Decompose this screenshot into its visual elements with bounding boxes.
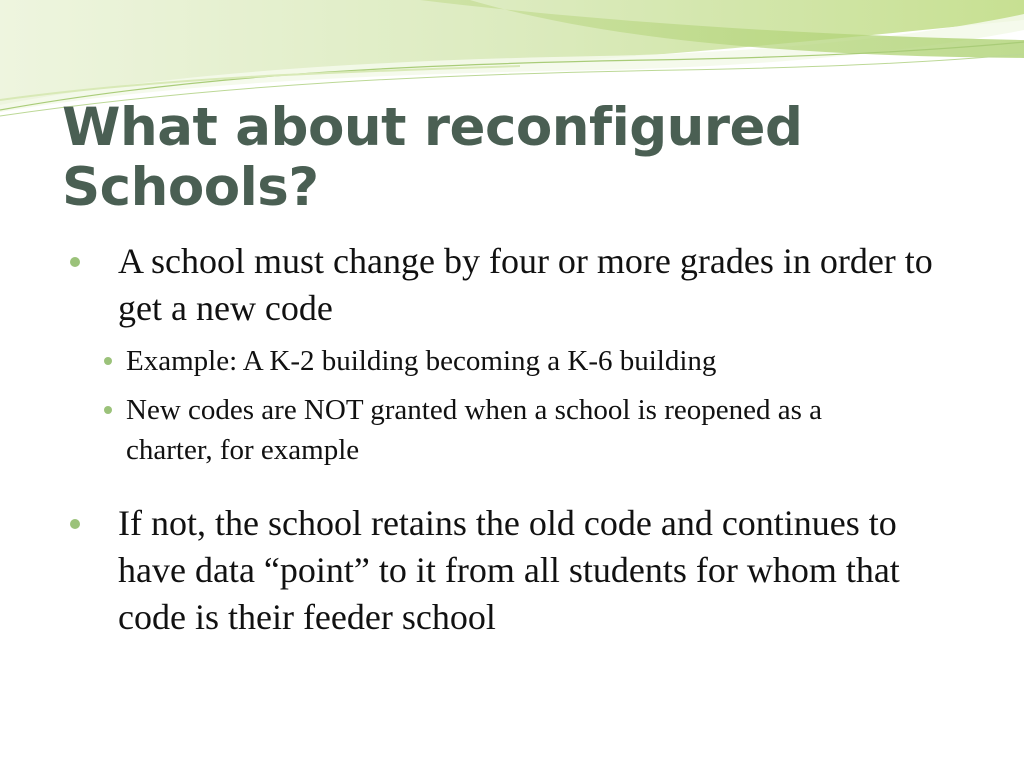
- bullet-item: [118, 500, 908, 641]
- bullet-dot-icon: [70, 257, 80, 267]
- bullet-text: If not, the school retains the old code and continues to have data “point” to it from all students for whom that code is their feeder school: [118, 503, 900, 637]
- slide-title: What about reconfigured Schools?: [62, 97, 803, 218]
- sub-bullet-item: [126, 341, 956, 381]
- sub-bullet-item: [126, 390, 846, 470]
- bullet-dot-icon: [70, 519, 80, 529]
- bullet-text: A school must change by four or more grades in order to get a new code: [118, 241, 933, 328]
- bullet-item: [118, 238, 958, 332]
- bullet-dot-icon: [104, 406, 112, 414]
- bullet-dot-icon: [104, 357, 112, 365]
- sub-bullet-text: Example: A K-2 building becoming a K-6 building: [126, 345, 717, 377]
- sub-bullet-text: New codes are NOT granted when a school is reopened as a charter, for example: [126, 394, 823, 466]
